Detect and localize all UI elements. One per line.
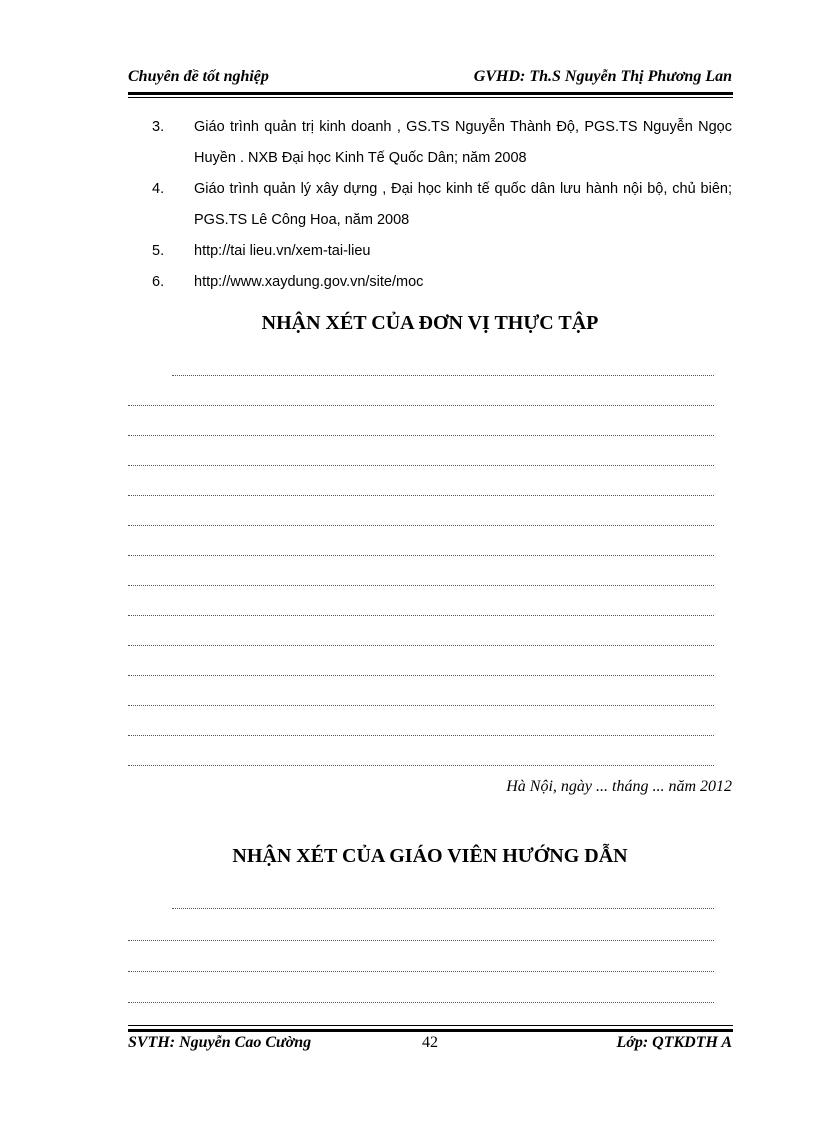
header-course-title: Chuyên đề tốt nghiệp [128,68,269,85]
reference-number: 4. [152,181,165,197]
header-supervisor: GVHD: Th.S Nguyễn Thị Phương Lan [473,68,732,85]
footer-rule-thin [128,1025,733,1026]
reference-number: 5. [152,243,165,259]
dotted-line [128,589,714,620]
dotted-line [128,439,714,470]
dotted-line [128,976,714,1007]
page-number: 42 [422,1034,438,1051]
reference-item [128,174,732,236]
dotted-line [128,529,714,560]
reference-list [128,112,732,298]
reference-number: 6. [152,274,165,290]
reference-number: 3. [152,119,165,135]
reference-item [128,267,732,298]
page-header [128,66,732,92]
dotted-line [128,882,714,913]
header-rule-thin [128,97,733,98]
reference-text: Giáo trình quản trị kinh doanh , GS.TS Nguyễn Thành Độ, PGS.TS Nguyễn Ngọc Huyền . NXB Đại học Kinh Tế Quốc Dân; năm 2008 [194,119,732,166]
footer-rule-thick [128,1029,733,1032]
dotted-line [128,739,714,770]
section-title-advisor-comments: NHẬN XÉT CỦA GIÁO VIÊN HƯỚNG DẪN [232,845,628,867]
reference-link[interactable]: http://tai lieu.vn/xem-tai-lieu [194,243,371,259]
reference-item [128,112,732,174]
footer-class: Lớp: QTKDTH A [616,1034,732,1051]
dotted-line [128,349,714,380]
dotted-line [128,409,714,440]
dotted-line [128,469,714,500]
footer-student: SVTH: Nguyễn Cao Cường [128,1034,312,1051]
reference-item [128,236,732,267]
dotted-line [128,559,714,590]
dotted-line [128,379,714,410]
dotted-line [128,914,714,945]
signature-date: Hà Nội, ngày ... tháng ... năm 2012 [506,778,732,795]
dotted-line [128,709,714,740]
header-rule-thick [128,92,733,95]
reference-text: Giáo trình quản lý xây dựng , Đại học kinh tế quốc dân lưu hành nội bộ, chủ biên; PGS.TS Lê Công Hoa, năm 2008 [194,181,732,228]
dotted-line [128,499,714,530]
dotted-line [128,945,714,976]
dotted-line [128,649,714,680]
dotted-line [128,619,714,650]
reference-link[interactable]: http://www.xaydung.gov.vn/site/moc [194,274,424,290]
dotted-line [128,679,714,710]
page-footer [128,1034,732,1058]
section-title-unit-comments: NHẬN XÉT CỦA ĐƠN VỊ THỰC TẬP [261,312,599,334]
